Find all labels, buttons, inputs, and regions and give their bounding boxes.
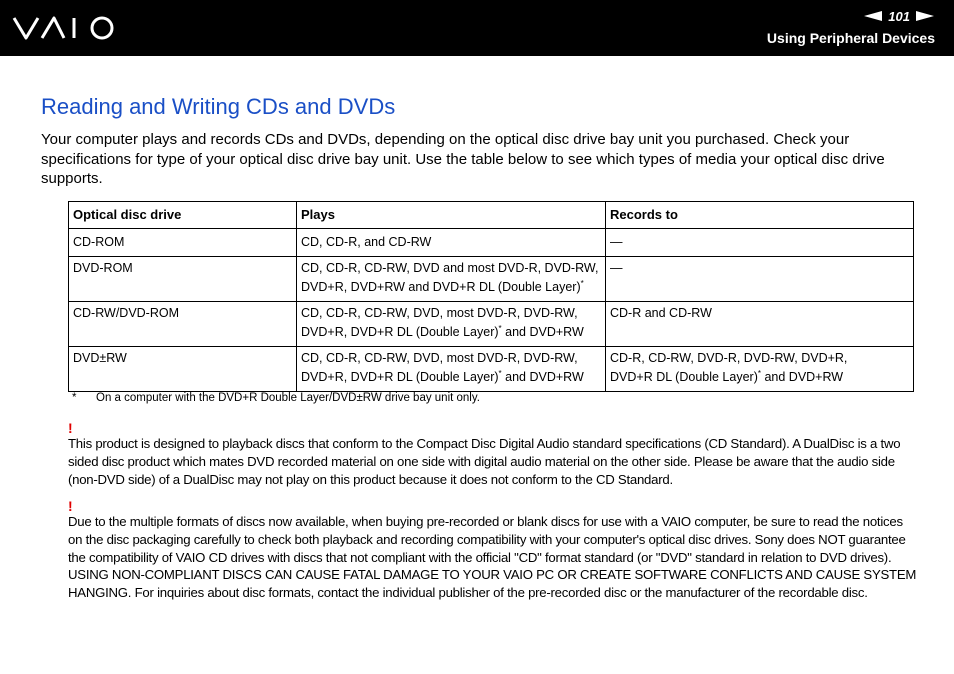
column-header-drive: Optical disc drive <box>69 202 297 229</box>
records-cell <box>606 347 914 392</box>
drive-support-table <box>68 201 914 392</box>
plays-text-tail: and DVD+RW <box>501 325 584 339</box>
records-text: — <box>610 235 623 249</box>
drive-cell: CD-RW/DVD-ROM <box>69 302 297 347</box>
plays-text-line2: DVD+R, DVD+RW and DVD+R DL (Double Layer) <box>301 280 581 294</box>
records-cell <box>606 229 914 257</box>
plays-text-line2: DVD+R, DVD+R DL (Double Layer) <box>301 325 499 339</box>
vaio-logo <box>12 12 122 44</box>
page-header <box>0 0 954 56</box>
table-row <box>69 302 914 347</box>
footnote-marker: * <box>580 278 584 288</box>
footnote-marker: * <box>757 368 761 378</box>
warning-exclamation-icon: ! <box>68 498 73 514</box>
plays-text: CD, CD-R, CD-RW, DVD and most DVD-R, DVD-RW, <box>301 261 599 275</box>
footnote-marker: * <box>498 323 502 333</box>
page-number: 101 <box>888 8 910 24</box>
intro-paragraph: Your computer plays and records CDs and DVDs, depending on the optical disc drive bay unit you purchased. Check your specifications for type of your optical disc drive bay unit. Use the table below to see which types of media your optical disc drive supports. <box>41 131 885 187</box>
notice-disc-formats <box>68 499 918 602</box>
plays-text: CD, CD-R, and CD-RW <box>301 235 432 249</box>
records-cell <box>606 302 914 347</box>
plays-text: CD, CD-R, CD-RW, DVD, most DVD-R, DVD-RW, <box>301 306 578 320</box>
previous-page-arrow-icon[interactable] <box>864 11 882 21</box>
page-navigator <box>864 7 934 25</box>
footnote-marker: * <box>72 392 77 404</box>
records-text: — <box>610 261 623 275</box>
records-cell <box>606 257 914 302</box>
table-header-row <box>69 202 914 229</box>
drive-cell: CD-ROM <box>69 229 297 257</box>
column-header-records: Records to <box>606 202 914 229</box>
notice-text: This product is designed to playback discs that conform to the Compact Disc Digital Audio standard specifications (CD Standard). A DualDisc is a two sided disc product which mates DVD recorded material on one side with digital audio material on the other side. Please be aware that the audio side (non-DVD side) of a DualDisc may not play on this product because it does not conform to the CD Standard. <box>68 436 901 487</box>
records-text-line2: DVD+R DL (Double Layer) <box>610 370 758 384</box>
plays-cell <box>297 302 606 347</box>
records-text-tail: and DVD+RW <box>760 370 844 384</box>
records-text: CD-R and CD-RW <box>610 306 712 320</box>
footnote-marker: * <box>498 368 502 378</box>
notice-text: Due to the multiple formats of discs now available, when buying pre-recorded or blank discs for use with a VAIO computer, be sure to read the notices on the disc packaging carefully to check both playback and recording compatibility with your computer's optical disc drives. Sony does NOT guarantee the compatibility of VAIO CD drives with discs that not compliant with the official "CD" format standard (or "DVD" standard in relation to DVD drives). USING NON-COMPLIANT DISCS CAN CAUSE FATAL DAMAGE TO YOUR VAIO PC OR CREATE SOFTWARE CONFLICTS AND CAUSE SYSTEM HANGING. For inquiries about disc formats, contact the individual publisher of the pre-recorded disc or the manufacturer of the recordable disc. <box>68 514 917 601</box>
drive-cell: DVD-ROM <box>69 257 297 302</box>
plays-cell <box>297 257 606 302</box>
table-footnote <box>72 392 480 404</box>
notice-dualdisc <box>68 421 918 488</box>
warning-exclamation-icon: ! <box>68 420 73 436</box>
column-header-plays: Plays <box>297 202 606 229</box>
table-row <box>69 229 914 257</box>
footnote-text: On a computer with the DVD+R Double Layer/DVD±RW drive bay unit only. <box>96 392 480 404</box>
plays-text: CD, CD-R, CD-RW, DVD, most DVD-R, DVD-RW, <box>301 351 578 365</box>
records-text: CD-R, CD-RW, DVD-R, DVD-RW, DVD+R, <box>610 351 848 365</box>
table-row <box>69 257 914 302</box>
section-title: Using Peripheral Devices <box>766 30 935 46</box>
plays-text-line2: DVD+R, DVD+R DL (Double Layer) <box>301 370 499 384</box>
page-title: Reading and Writing CDs and DVDs <box>41 94 396 119</box>
plays-cell <box>297 347 606 392</box>
drive-cell: DVD±RW <box>69 347 297 392</box>
plays-cell <box>297 229 606 257</box>
table-row <box>69 347 914 392</box>
plays-text-tail: and DVD+RW <box>501 370 584 384</box>
next-page-arrow-icon[interactable] <box>916 11 934 21</box>
